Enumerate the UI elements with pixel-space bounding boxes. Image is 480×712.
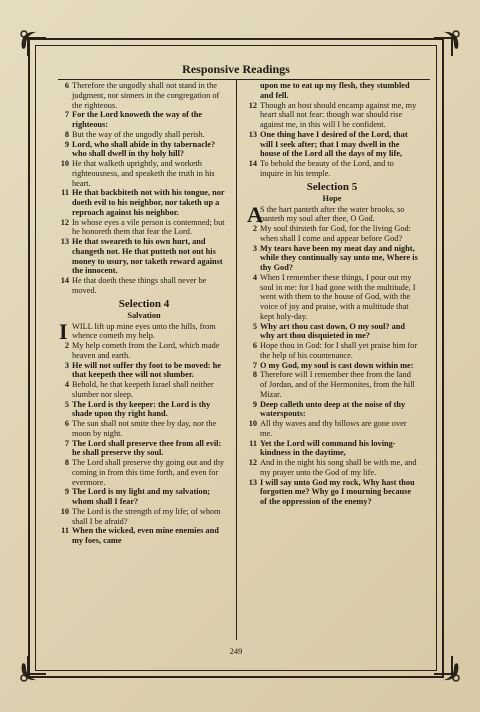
- verse: [246, 322, 418, 342]
- verse: [58, 526, 230, 546]
- verse-number: 2: [252, 224, 257, 233]
- verse: [58, 361, 230, 381]
- verse-number: 12: [248, 458, 257, 467]
- verse: [246, 400, 418, 420]
- drop-cap: I: [59, 318, 68, 344]
- verse: [246, 273, 418, 322]
- verse-text: Hope thou in God: for I shall yet praise him for the help of his countenance.: [260, 341, 418, 360]
- verse-text: The Lord shall preserve thee from all evil: he shall preserve thy soul.: [72, 438, 222, 458]
- verse: [58, 276, 230, 296]
- verse-text: Deep calleth unto deep at the noise of thy waterspouts:: [260, 399, 406, 419]
- verse: [246, 419, 418, 439]
- verse-text: Therefore will I remember thee from the land of Jordan, and of the Hermonites, from the hill Mizar.: [260, 370, 415, 399]
- verse-number: 5: [252, 321, 257, 331]
- header-rule: [58, 79, 430, 80]
- first-verse: [246, 201, 418, 227]
- verse-text: And in the night his song shall be with me, and my prayer unto the God of my life.: [260, 458, 417, 477]
- verse-text: When I remember these things, I pour out my soul in me: for I had gone with the multitude, I went with them to the house of God, with the voice of joy and praise, with a multitude that kept holy-day.: [260, 272, 416, 321]
- selection-subtitle: Salvation: [127, 310, 161, 320]
- verse: [58, 140, 230, 160]
- selection-verses: [58, 341, 230, 546]
- verse-text: The Lord is the strength of my life; of whom shall I be afraid?: [72, 506, 221, 526]
- verse: [246, 439, 418, 459]
- verse-number: 7: [64, 438, 69, 448]
- verse-number: 6: [64, 419, 69, 428]
- verse-number: 4: [252, 272, 257, 282]
- verse-number: 8: [64, 458, 69, 467]
- verse-number: 5: [64, 399, 69, 409]
- verse: [246, 370, 418, 399]
- column-divider: [236, 80, 237, 640]
- verse: [58, 380, 230, 400]
- selection-verses: [246, 224, 418, 507]
- page-header: Responsive Readings: [182, 62, 290, 76]
- verse-number: 9: [252, 399, 257, 409]
- first-verse-text: S the hart panteth after the water brooks, so panteth my soul after thee, O God.: [260, 204, 405, 224]
- verse-number: 9: [64, 139, 69, 149]
- continued-verses: [58, 81, 230, 296]
- verse: [58, 419, 230, 439]
- drop-cap: A: [247, 201, 263, 227]
- selection-subtitle: Hope: [322, 193, 342, 203]
- verse-text: My soul thirsteth for God, for the living God: when shall I come and appear before God?: [260, 224, 411, 243]
- verse-text: The Lord shall preserve thy going out and thy coming in from this time forth, and even for evermore.: [72, 458, 225, 487]
- verse-text: He that doeth these things shall never be moved.: [72, 276, 207, 295]
- verse: [58, 130, 230, 140]
- first-verse: [58, 318, 230, 344]
- verse-number: 14: [248, 159, 257, 168]
- verse-number: 10: [60, 159, 69, 168]
- verse-text: In whose eyes a vile person is contemned; but he honoreth them that fear the Lord.: [72, 217, 225, 237]
- verse: [246, 101, 418, 130]
- verse-text: To behold the beauty of the Lord, and to inquire in his temple.: [260, 159, 394, 178]
- verse-number: 14: [60, 276, 69, 285]
- verse: [58, 159, 230, 188]
- verse-number: 2: [64, 341, 69, 350]
- verse: [58, 237, 230, 276]
- verse-text: The Lord is thy keeper: the Lord is thy shade upon thy right hand.: [72, 399, 211, 419]
- verse-text: Yet the Lord will command his loving-kindness in the daytime,: [260, 438, 396, 458]
- verse-text: My tears have been my meat day and night, while they continually say unto me, Where is thy God?: [260, 243, 418, 272]
- verse-text: All thy waves and thy billows are gone over me.: [260, 419, 407, 438]
- verse: [58, 188, 230, 217]
- verse-number: 13: [60, 237, 69, 246]
- verse: [246, 458, 418, 478]
- left-column: [58, 81, 230, 546]
- continued-verses: [246, 81, 418, 179]
- verse-text: I will say unto God my rock, Why hast thou forgotten me? Why go I mourning because of the oppression of the enemy?: [260, 477, 415, 506]
- verse-number: 3: [252, 243, 257, 253]
- verse-text: He that backbiteth not with his tongue, nor doeth evil to his neighbor, nor taketh up a reproach against his neighbor.: [72, 188, 225, 217]
- verse-text: Behold, he that keepeth Israel shall neither slumber nor sleep.: [72, 380, 214, 399]
- right-column: [246, 81, 418, 507]
- verse: [246, 130, 418, 159]
- verse: [246, 159, 418, 179]
- verse-text: But the way of the ungodly shall perish.: [72, 129, 205, 139]
- verse-number: 4: [64, 380, 69, 389]
- verse-number: 3: [64, 360, 69, 370]
- verse-text: The sun shall not smite thee by day, nor the moon by night.: [72, 419, 217, 438]
- corner-ornament-icon: [18, 28, 48, 58]
- verse-text: He will not suffer thy foot to be moved: he that keepeth thee will not slumber.: [72, 360, 221, 380]
- page-number: 249: [229, 646, 243, 656]
- verse-number: 9: [64, 487, 69, 497]
- verse-number: 12: [60, 217, 69, 227]
- verse-number: 13: [248, 477, 257, 487]
- verse: [246, 478, 418, 507]
- verse: [58, 439, 230, 459]
- verse-number: 10: [248, 419, 257, 428]
- verse-text: He that sweareth to his own hurt, and changeth not. He that putteth not out his money to usury, nor taketh reward against the innocent.: [72, 237, 223, 276]
- selection-title: Selection 4: [118, 297, 170, 310]
- corner-ornament-icon: [432, 28, 462, 58]
- verse: [58, 400, 230, 420]
- verse-number: 8: [64, 129, 69, 139]
- first-verse-text: WILL lift up mine eyes unto the hills, from whence cometh my help.: [72, 321, 216, 341]
- verse-text: O my God, my soul is cast down within me:: [260, 360, 414, 370]
- verse: [246, 341, 418, 361]
- verse: [58, 507, 230, 527]
- verse: [58, 487, 230, 507]
- verse-number: 6: [252, 341, 257, 350]
- verse: [246, 224, 418, 244]
- verse-number: 12: [248, 100, 257, 110]
- verse: [58, 218, 230, 238]
- verse-number: 11: [249, 438, 257, 448]
- verse-text: One thing have I desired of the Lord, that will I seek after; that I may dwell in the house of the Lord all the days of my life,: [260, 129, 408, 159]
- verse: [246, 81, 418, 101]
- verse-text: Therefore the ungodly shall not stand in the judgment, nor sinners in the congregation of the righteous.: [72, 81, 220, 110]
- verse-number: 11: [61, 188, 69, 198]
- verse: [246, 244, 418, 273]
- verse-text: upon me to eat up my flesh, they stumbled and fell.: [260, 81, 410, 100]
- verse-text: For the Lord knoweth the way of the righteous:: [72, 110, 203, 129]
- verse: [58, 341, 230, 361]
- verse-text: When the wicked, even mine enemies and my foes, came: [72, 526, 219, 545]
- verse-number: 7: [64, 110, 69, 120]
- selection-title: Selection 5: [306, 180, 358, 193]
- corner-ornament-icon: [432, 654, 462, 684]
- verse: [58, 458, 230, 487]
- verse-number: 10: [60, 506, 69, 516]
- verse: [58, 81, 230, 110]
- verse-number: 13: [248, 129, 257, 139]
- verse-text: Though an host should encamp against me, my heart shall not fear: though war should rise against me, in this will I be confident.: [260, 100, 417, 129]
- verse: [58, 110, 230, 130]
- corner-ornament-icon: [18, 654, 48, 684]
- verse-number: 11: [61, 526, 69, 536]
- verse-text: Why art thou cast down, O my soul? and why art thou disquieted in me?: [260, 321, 405, 341]
- verse-text: He that walketh uprightly, and worketh righteousness, and speaketh the truth in his heart.: [72, 159, 215, 188]
- verse-text: My help cometh from the Lord, which made heaven and earth.: [72, 341, 220, 360]
- verse-text: Lord, who shall abide in thy tabernacle? who shall dwell in thy holy hill?: [72, 139, 216, 159]
- verse-text: The Lord is my light and my salvation; whom shall I fear?: [72, 487, 211, 506]
- verse-number: 6: [64, 81, 69, 90]
- verse: [246, 361, 418, 371]
- verse-number: 7: [252, 360, 257, 370]
- verse-number: 8: [252, 370, 257, 380]
